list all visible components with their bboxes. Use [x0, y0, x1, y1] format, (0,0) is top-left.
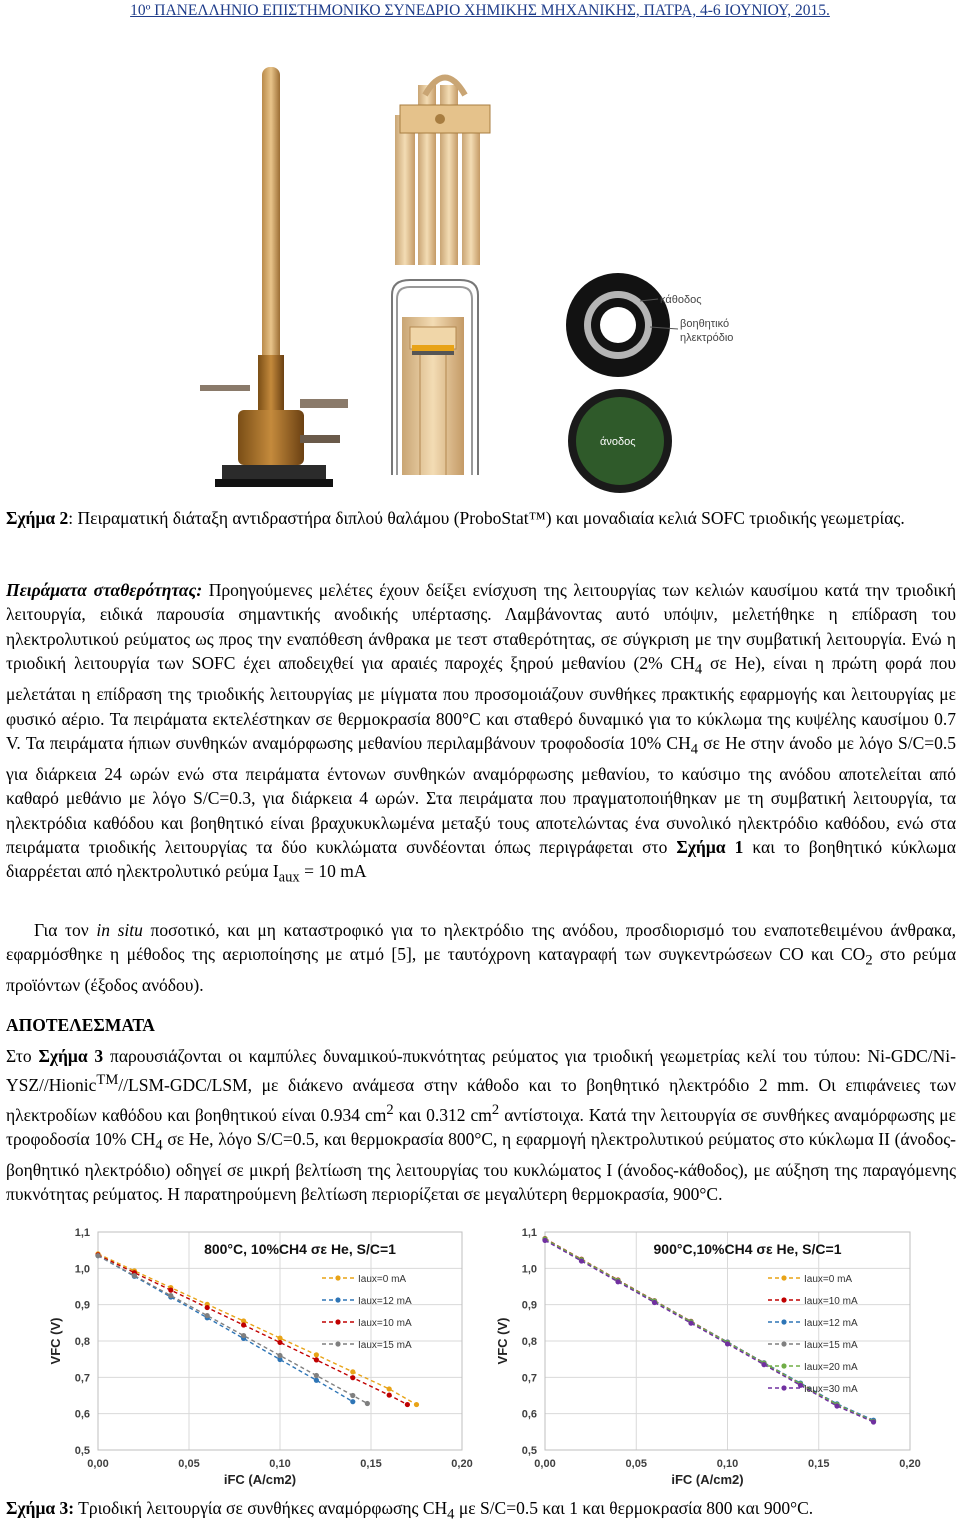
chart-1-legend-label: Iaux=10 mA	[804, 1296, 858, 1307]
chart-1-legend-marker	[781, 1297, 786, 1302]
chart-1-legend-label: Iaux=30 mA	[804, 1384, 858, 1395]
chart-1-legend-label: Iaux=15 mA	[804, 1340, 858, 1351]
chart-0-data-point	[241, 1322, 246, 1327]
chart-0-y-tick: 0,6	[74, 1408, 90, 1421]
chart-0-x-label: iFC (A/cm2)	[223, 1472, 297, 1487]
chart-0-data-point	[95, 1253, 100, 1258]
chart-1-legend-label: Iaux=12 mA	[804, 1318, 858, 1329]
chart-0-data-point	[314, 1352, 319, 1357]
figure-3-charts	[0, 1220, 960, 1495]
chart-1-data-point	[834, 1403, 839, 1408]
chart-0-y-label: VFC (V)	[48, 1317, 63, 1365]
label-aux-1: βοηθητικό	[680, 318, 730, 330]
figure-2-apparatus	[0, 55, 960, 495]
chart-0-data-point	[168, 1293, 173, 1298]
chart-0-x-tick: 0,10	[269, 1458, 291, 1470]
chart-0-legend-label: Iaux=0 mA	[358, 1274, 407, 1285]
chart-1-x-tick: 0,10	[716, 1458, 739, 1470]
chart-0-data-point	[414, 1402, 419, 1407]
chart-0-data-point	[132, 1273, 137, 1278]
chart-0-x-tick: 0,05	[178, 1458, 200, 1470]
chart-1-data-point	[798, 1383, 803, 1388]
chart-1-y-label: VFC (V)	[495, 1317, 510, 1365]
chart-0-data-point	[350, 1399, 355, 1404]
chart-1-data-point	[761, 1362, 766, 1367]
chart-1-legend-marker	[781, 1341, 786, 1346]
label-anode: άνοδος	[600, 436, 636, 448]
chart-1-y-tick: 0,7	[521, 1372, 537, 1385]
chart-1-y-tick: 0,9	[521, 1299, 537, 1312]
chart-1-legend-marker	[781, 1363, 786, 1368]
results-paragraph: Στο Σχήμα 3 παρουσιάζονται οι καμπύλες δυναμικού-πυκνότητας ρεύματος για τριοδική γεωμετρίας κελί του τύπου: Ni-GDC/Ni-YSZ//Hionic™//LSM-GDC/LSM, με διάκενο ανάμεσα στην κάθοδο και το βοηθητικό ηλεκτρόδιο 2 mm. Οι επιφάνειες των ηλεκτροδίων καθόδου και βοηθητικού είναι 0.934 $cm^2$ και 0.312 $cm^2$ αντίστοιχα. Κατά την λειτουργία σε συνθήκες αναμόρφωσης με τροφοδοσία 10% $CH_4$ σε He, λόγο S/C=0.5, και θερμοκρασία 800°C, η εφαρμογή ηλεκτρολυτικού ρεύματος στο κύκλωμα II (άνοδος-βοηθητικό ηλεκτρόδιο) οδηγεί σε μικρή βελτίωση της λειτουργίας του κυκλώματος I (άνοδος-κάθοδος), με αύξηση της παραγόμενης πυκνότητας ρεύματος. Η παρατηρούμενη βελτίωση περιορίζεται σε μεγαλύτερη θερμοκρασία, 900°C.	[6, 1046, 957, 1205]
label-aux-2: ηλεκτρόδιο	[680, 332, 734, 344]
chart-0-y-tick: 0,5	[74, 1445, 90, 1457]
chart-0-y-tick: 1,1	[74, 1227, 90, 1239]
chart-0-data-point	[277, 1353, 282, 1358]
chart-0-title: 800°C, 10%CH4 σε He, S/C=1	[204, 1241, 396, 1257]
chart-1-legend-marker	[781, 1275, 786, 1280]
chart-1-legend-marker	[781, 1319, 786, 1324]
chart-1-x-tick: 0,15	[808, 1458, 830, 1470]
reactor-tube-illustration	[395, 78, 490, 266]
chart-0-data-point	[350, 1375, 355, 1380]
chart-0-data-point	[387, 1393, 392, 1398]
chart-0-data-point	[350, 1393, 355, 1398]
chart-0-data-point	[350, 1369, 355, 1374]
chart-0-legend-label: Iaux=10 mA	[358, 1318, 412, 1329]
chart-1-y-tick: 1,1	[521, 1227, 537, 1239]
chart-0-data-point	[314, 1378, 319, 1383]
probostat-rig-illustration	[200, 67, 348, 487]
chart-1-data-point	[579, 1258, 584, 1263]
chart-1-x-tick: 0,20	[899, 1458, 921, 1470]
label-cathode: κάθοδος	[660, 294, 702, 306]
chart-1-data-point	[871, 1419, 876, 1424]
results-heading: ΑΠΟΤΕΛΕΣΜΑΤΑ	[6, 1015, 155, 1035]
chart-1-title: 900°C,10%CH4 σε He, S/C=1	[653, 1241, 842, 1257]
chart-0-y-tick: 0,9	[74, 1299, 90, 1312]
chart-0-y-tick: 0,7	[74, 1372, 90, 1385]
chart-0-legend-label: Iaux=15 mA	[358, 1340, 412, 1351]
chart-0-x-tick: 0,00	[87, 1458, 109, 1470]
chart-0-data-point	[241, 1333, 246, 1338]
chart-0-y-tick: 1,0	[74, 1263, 90, 1276]
chart-0-legend-marker	[335, 1341, 340, 1346]
chart-0-x-tick: 0,15	[360, 1458, 382, 1470]
stability-paragraph: Πειράματα σταθερότητας: Προηγούμενες μελέτες έχουν δείξει ενίσχυση της λειτουργίας των κελιών καυσίμου κατά την τριοδική λειτουργία, ειδικά παρουσία σημαντικής ανοδικής υπέρτασης. Λαμβάνοντας αυτό υπόψιν, μελετήθηκε η επίδραση του ηλεκτρολυτικού ρεύματος ως προς την εναπόθεση άνθρακα με τεστ σταθερότητας, σε σύγκριση με την συμβατική λειτουργία. Ενώ η τριοδική λειτουργία των SOFC έχει αποδειχθεί για αραιές παροχές ξηρού μεθανίου (2% $CH_4$ σε He), είναι η πρώτη φορά που μελετάται η επίδραση της τριοδικής λειτουργίας με μίγματα που προσομοιάζουν συνθήκες πρακτικής εφαρμογής και λειτουργίας με φυσικό αέριο. Τα πειράματα εκτελέστηκαν σε θερμοκρασία 800°C και σταθερό δυναμικό για το κύκλωμα της κυψέλης καυσίμου 0.7 V. Τα πειράματα ήπιων συνθηκών αναμόρφωσης μεθανίου περιλαμβάνουν τροφοδοσία 10% $CH_4$ σε He στην άνοδο με λόγο S/C=0.5 για διάρκεια 24 ωρών ενώ στα πειράματα έντονων συνθηκών αναμόρφωσης μεθανίου, το καύσιμο της ανόδου αποτελείται από καθαρό μεθάνιο με λόγο S/C=0.3, για διάρκεια 4 ωρών. Στα πειράματα που πραγματοποιήθηκαν με τη συμβατική λειτουργία, τα ηλεκτρόδια καθόδου και βοηθητικό είναι βραχυκυκλωμένα μεταξύ τους αποτελώντας ένα συνολικό ηλεκτρόδιο καθόδου, ενώ στα πειράματα τριοδικής λειτουργίας τα δύο κυκλώματα συνδέονται όπως περιγράφεται στο Σχήμα 1 και το βοηθητικό κύκλωμα διαρρέεται από ηλεκτρολυτικό ρεύμα $I_{aux} = 10$ mA	[6, 580, 956, 886]
chart-0-data-point	[314, 1357, 319, 1362]
chart-1-y-tick: 0,6	[521, 1408, 537, 1421]
chart-1-y-tick: 0,8	[521, 1336, 537, 1348]
chart-1-data-point	[542, 1238, 547, 1243]
chart-0-x-tick: 0,20	[451, 1458, 473, 1470]
chart-1-x-label: iFC (A/cm2)	[671, 1472, 744, 1487]
chart-1-legend-marker	[781, 1385, 786, 1390]
chart-0-y-tick: 0,8	[74, 1336, 90, 1348]
chart-1-y-tick: 0,5	[521, 1445, 537, 1457]
chart-0-series-line	[98, 1256, 367, 1404]
chart-1-data-point	[725, 1341, 730, 1346]
chart-0-legend-marker	[335, 1297, 340, 1302]
figure-2-caption: Σχήμα 2: Πειραματική διάταξη αντιδραστήρα διπλού θαλάμου (ProboStat™) και μοναδιαία κελιά SOFC τριοδικής γεωμετρίας.	[6, 508, 905, 528]
chart-0-data-point	[365, 1401, 370, 1406]
cell-cross-section-illustration	[392, 280, 478, 475]
chart-1-x-tick: 0,00	[534, 1458, 556, 1470]
chart-0-data-point	[168, 1288, 173, 1293]
chart-0-data-point	[405, 1402, 410, 1407]
chart-1-data-point	[615, 1279, 620, 1284]
chart-1-legend-label: Iaux=20 mA	[804, 1362, 858, 1373]
chart-0-data-point	[314, 1373, 319, 1378]
chart-1-y-tick: 1,0	[521, 1263, 537, 1276]
figure-3-caption: Σχήμα 3: Τριοδική λειτουργία σε συνθήκες αναμόρφωσης $CH_4$ με S/C=0.5 και 1 και θερμοκρασία 800 και 900°C.	[6, 1498, 814, 1523]
chart-0-legend-marker	[335, 1275, 340, 1280]
chart-0-data-point	[205, 1305, 210, 1310]
chart-0-legend-label: Iaux=12 mA	[358, 1296, 412, 1307]
insitu-paragraph: Για τον in situ ποσοτικό, και μη καταστροφικό για το ηλεκτρόδιο της ανόδου, προσδιορισμό του εναποτεθειμένου άνθρακα, εφαρμόσθηκε η μέθοδος της αεριοποίησης με ατμό [5], με ταυτόχρονη καταγραφή των συγκεντρώσεων CO και $CO_2$ στο ρεύμα προϊόντων (έξοδος ανόδου).	[6, 920, 957, 996]
chart-0-data-point	[205, 1313, 210, 1318]
conference-header: 10º ΠΑΝΕΛΛΗΝΙΟ ΕΠΙΣΤΗΜΟΝΙΚΟ ΣΥΝΕΔΡΙΟ ΧΗΜΙΚΗΣ ΜΗΧΑΝΙΚΗΣ, ΠΑΤΡΑ, 4-6 ΙΟΥΝΙΟΥ, 2015.	[130, 2, 830, 19]
chart-1-data-point	[652, 1300, 657, 1305]
cathode-view-illustration	[566, 273, 670, 377]
chart-1-legend-label: Iaux=0 mA	[804, 1274, 853, 1285]
chart-1-x-tick: 0,05	[625, 1458, 647, 1470]
chart-0-data-point	[387, 1386, 392, 1391]
chart-1-data-point	[688, 1321, 693, 1326]
chart-0-legend-marker	[335, 1319, 340, 1324]
chart-0-data-point	[277, 1340, 282, 1345]
